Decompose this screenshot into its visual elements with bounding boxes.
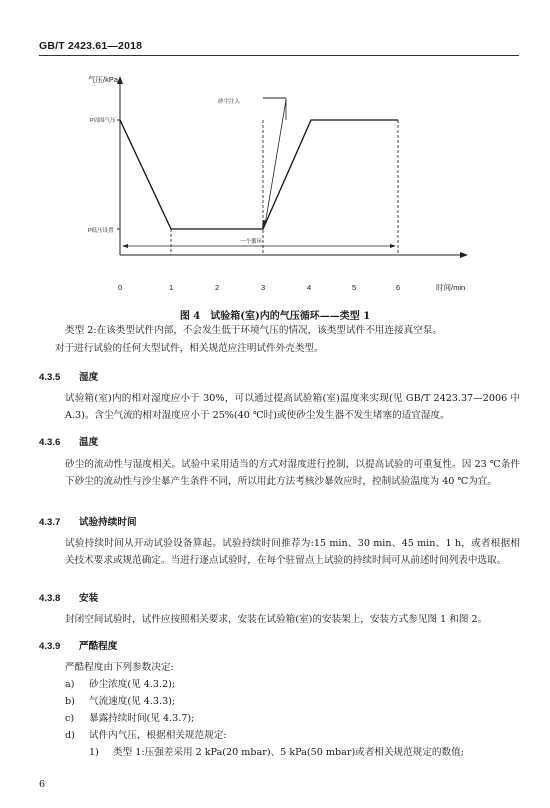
list-item xyxy=(65,677,175,693)
section-number: 4.3.7 xyxy=(39,517,61,528)
type2-paragraph: 类型 2:在该类型试件内部，不会发生低于环境气压的情况，该类型试件不用连接真空泵。 xyxy=(65,325,442,336)
figure-caption: 图 4 试验箱(室)内的气压循环——类型 1 xyxy=(179,311,371,322)
severity-paragraph: 严酷程度由下列参数决定: xyxy=(65,662,174,673)
sub-list-item xyxy=(89,745,464,761)
temperature-paragraph: 砂尘的流动性与湿度相关。试验中采用适当的方式对湿度进行控制，以提高试验的可重复性。因 23 ℃条件下砂尘的流动性与沙尘暴产生条件不同，所以用此方法考核沙暴效应时，控制试验温度为 40 ℃为宜。 xyxy=(65,459,520,487)
list-item xyxy=(65,728,227,744)
list-item-label: c) xyxy=(65,713,75,724)
list-item-text: 砂尘浓度(见 4.3.2); xyxy=(89,679,176,690)
list-item-label: b) xyxy=(65,696,75,707)
section-4-3-6 xyxy=(39,434,98,448)
sand-label: 砂尘注入 xyxy=(218,99,241,105)
section-number: 4.3.8 xyxy=(39,593,61,604)
x-ticks xyxy=(118,283,400,292)
section-4-3-5 xyxy=(39,369,98,383)
cycle-label: 一个循环 xyxy=(240,239,263,245)
standard-header: GB/T 2423.61—2018 xyxy=(39,40,143,52)
x-tick-1: 1 xyxy=(169,283,174,292)
list-item-label: d) xyxy=(65,730,75,741)
y-low-label: P低压设置 xyxy=(88,228,114,234)
x-tick-2: 2 xyxy=(215,283,220,292)
cycle-arrow-left xyxy=(122,244,128,248)
section-title: 安装 xyxy=(79,593,99,604)
duration-paragraph: 试验持续时间从开动试验设备算起。试验持续时间推荐为:15 min、30 min、45 min、1 h，或者根据相关技术要求或规范确定。当进行逐点试验时，在每个驻留点上试验的持续时间可从前述时间列表中选取。 xyxy=(65,538,520,566)
section-number: 4.3.9 xyxy=(39,641,61,652)
x-tick-5: 5 xyxy=(352,283,357,292)
section-title: 温度 xyxy=(79,437,99,448)
page-number: 6 xyxy=(39,779,46,790)
sub-list-item-label: 1) xyxy=(89,747,99,758)
type2b-paragraph: 对于进行试验的任何大型试件，相关规范应注明试件外壳类型。 xyxy=(55,343,324,354)
humidity-paragraph: 试验箱(室)内的相对湿度应小于 30%，可以通过提高试验箱(室)温度来实现(见 GB/T 2423.37—2006 中 A.3)。含尘气流的相对湿度应小于 25%(40 ℃时)或使砂尘发生器不发生堵塞的适宜湿度。 xyxy=(65,393,520,421)
section-4-3-7 xyxy=(39,514,137,528)
cycle-arrow-right xyxy=(390,244,396,248)
y-high-label: P周围气压 xyxy=(90,118,116,124)
section-number: 4.3.5 xyxy=(39,372,61,383)
x-tick-4: 4 xyxy=(307,283,312,292)
section-4-3-9 xyxy=(39,638,117,652)
y-axis-label: 气压/kPa xyxy=(88,75,119,84)
list-item-text: 暴露持续时间(见 4.3.7); xyxy=(89,713,195,724)
list-item xyxy=(65,711,194,727)
section-title: 严酷程度 xyxy=(79,641,118,652)
pressure-cycle-figure xyxy=(0,60,550,300)
list-item-label: a) xyxy=(65,679,75,690)
x-tick-0: 0 xyxy=(118,283,123,292)
mounting-paragraph: 封闭空间试验时，试件应按照相关要求，安装在试验箱(室)的安装架上，安装方式参见图 1 和图 2。 xyxy=(65,614,488,625)
section-title: 试验持续时间 xyxy=(79,517,137,528)
section-title: 湿度 xyxy=(79,372,99,383)
list-item xyxy=(65,694,175,710)
x-axis-arrow xyxy=(460,252,468,258)
list-item-text: 试件内气压，根据相关规范规定: xyxy=(89,730,227,741)
x-tick-3: 3 xyxy=(261,283,266,292)
section-number: 4.3.6 xyxy=(39,437,61,448)
pressure-curve xyxy=(120,120,398,229)
x-axis-label: 时间/min xyxy=(436,283,466,292)
sand-arrow-line xyxy=(265,100,286,225)
section-4-3-8 xyxy=(39,590,98,604)
sub-list-item-text: 类型 1:压强差采用 2 kPa(20 mbar)、5 kPa(50 mbar)或者相关规范规定的数值; xyxy=(113,747,464,758)
x-tick-6: 6 xyxy=(396,283,401,292)
list-item-text: 气流速度(见 4.3.3); xyxy=(89,696,176,707)
header-rule xyxy=(39,55,519,56)
